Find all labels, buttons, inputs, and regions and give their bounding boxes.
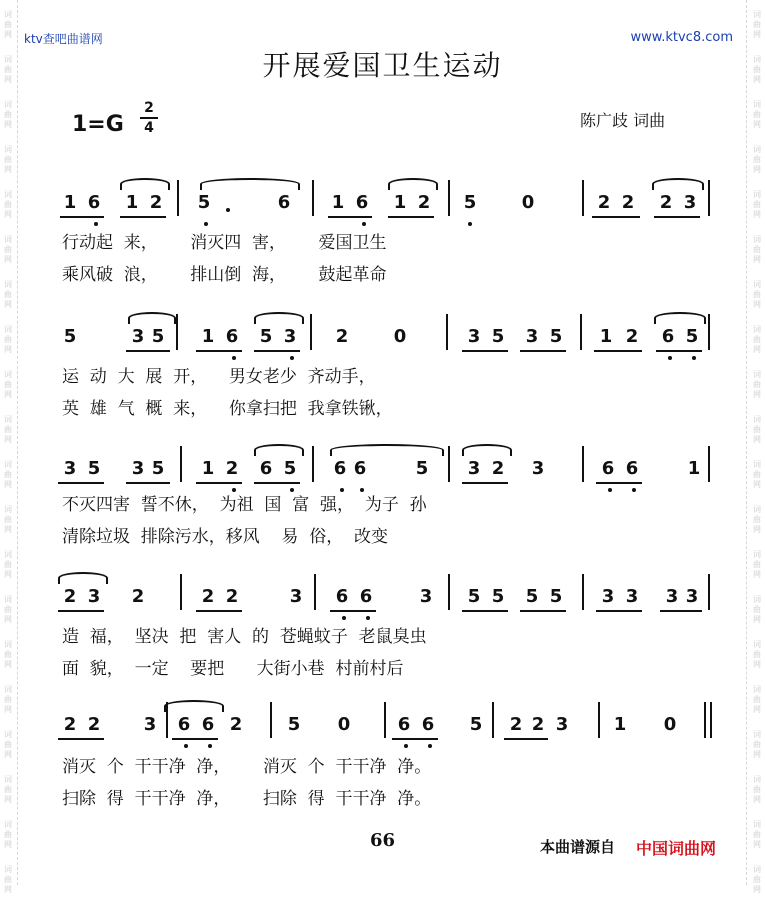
note-digit: 5 xyxy=(259,326,273,347)
margin-watermark-glyphs: 词 曲 网 xyxy=(4,820,12,849)
augmentation-dot xyxy=(226,208,230,212)
note-digit: 5 xyxy=(415,458,429,479)
barline xyxy=(312,446,314,482)
note-digit: 5 xyxy=(151,458,165,479)
barline xyxy=(582,180,584,216)
note-digit: 6 xyxy=(661,326,675,347)
beam-underline xyxy=(254,482,300,484)
note-digit: 2 xyxy=(63,586,77,607)
time-signature-top: 2 xyxy=(144,100,154,116)
note-digit: 5 xyxy=(685,326,699,347)
beam-underline xyxy=(58,738,104,740)
note-digit: 6 xyxy=(397,714,411,735)
barline xyxy=(180,574,182,610)
note-digit: 6 xyxy=(421,714,435,735)
beam-underline xyxy=(328,216,372,218)
slur-arc xyxy=(654,312,706,324)
margin-watermark-glyphs: 词 曲 网 xyxy=(4,100,12,129)
right-site-watermark: www.ktvc8.com xyxy=(630,30,733,45)
lyrics-row5-verse1: 消灭 个 干干净 净， 消灭 个 干干净 净。 xyxy=(62,757,432,777)
note-digit: 6 xyxy=(225,326,239,347)
barline xyxy=(177,180,179,216)
slur-arc xyxy=(254,312,304,324)
note-digit: 2 xyxy=(225,586,239,607)
barline xyxy=(582,574,584,610)
note-digit: 5 xyxy=(287,714,301,735)
margin-watermark-glyphs: 词 曲 网 xyxy=(753,280,761,309)
beam-underline xyxy=(120,216,166,218)
note-digit: 2 xyxy=(509,714,523,735)
barline xyxy=(708,314,710,350)
margin-watermark-glyphs: 词 曲 网 xyxy=(4,685,12,714)
margin-watermark-glyphs: 词 曲 网 xyxy=(4,145,12,174)
note-digit: 6 xyxy=(277,192,291,213)
note-digit: 6 xyxy=(625,458,639,479)
note-digit: 5 xyxy=(63,326,77,347)
note-digit: 1 xyxy=(393,192,407,213)
note-digit: 3 xyxy=(531,458,545,479)
barline xyxy=(708,574,710,610)
margin-watermark-glyphs: 词 曲 网 xyxy=(4,595,12,624)
beam-underline xyxy=(126,482,170,484)
barline xyxy=(176,314,178,350)
note-digit: 5 xyxy=(491,326,505,347)
barline xyxy=(448,446,450,482)
slur-arc xyxy=(200,178,300,190)
note-digit: 5 xyxy=(463,192,477,213)
beam-underline xyxy=(462,610,508,612)
margin-watermark-glyphs: 词 曲 网 xyxy=(753,685,761,714)
barline xyxy=(446,314,448,350)
note-digit: 2 xyxy=(491,458,505,479)
margin-watermark-glyphs: 词 曲 网 xyxy=(753,100,761,129)
note-digit: 3 xyxy=(525,326,539,347)
beam-underline xyxy=(592,216,640,218)
note-digit: 2 xyxy=(229,714,243,735)
note-digit: 3 xyxy=(143,714,157,735)
lyrics-row1-verse2: 乘风破 浪， 排山倒 海， 鼓起革命 xyxy=(62,265,387,285)
octave-dot-below xyxy=(362,222,366,226)
lyrics-row3-verse2: 清除垃圾 排除污水，移风 易 俗， 改变 xyxy=(62,527,389,547)
margin-watermark-glyphs: 词 曲 网 xyxy=(753,190,761,219)
note-digit: 6 xyxy=(601,458,615,479)
slur-arc xyxy=(462,444,512,456)
note-digit: 5 xyxy=(197,192,211,213)
octave-dot-below xyxy=(468,222,472,226)
barline xyxy=(448,574,450,610)
octave-dot-below xyxy=(208,744,212,748)
beam-underline xyxy=(58,610,104,612)
lyrics-row3-verse1: 不灭四害 誓不休， 为祖 国 富 强， 为子 孙 xyxy=(62,495,427,515)
margin-watermark-glyphs: 词 曲 网 xyxy=(753,370,761,399)
note-digit: 1 xyxy=(599,326,613,347)
barline xyxy=(312,180,314,216)
margin-watermark-glyphs: 词 曲 网 xyxy=(753,145,761,174)
note-digit: 2 xyxy=(201,586,215,607)
note-digit: 3 xyxy=(555,714,569,735)
barline xyxy=(704,702,706,738)
slur-arc xyxy=(388,178,438,190)
octave-dot-below xyxy=(404,744,408,748)
barline xyxy=(492,702,494,738)
margin-watermark-glyphs: 词 曲 网 xyxy=(4,370,12,399)
beam-underline xyxy=(196,482,242,484)
note-digit: 5 xyxy=(549,326,563,347)
note-digit: 5 xyxy=(87,458,101,479)
note-digit: 6 xyxy=(335,586,349,607)
note-digit: 6 xyxy=(333,458,347,479)
margin-watermark-glyphs: 词 曲 网 xyxy=(753,775,761,804)
note-digit: 3 xyxy=(601,586,615,607)
beam-underline xyxy=(504,738,548,740)
note-digit: 2 xyxy=(621,192,635,213)
beam-underline xyxy=(654,216,700,218)
barline xyxy=(710,702,712,738)
note-digit: 2 xyxy=(335,326,349,347)
note-digit: 3 xyxy=(467,458,481,479)
margin-watermark-glyphs: 词 曲 网 xyxy=(4,325,12,354)
note-digit: 1 xyxy=(687,458,701,479)
note-digit: 3 xyxy=(467,326,481,347)
note-digit: 0 xyxy=(663,714,677,735)
octave-dot-below xyxy=(428,744,432,748)
octave-dot-below xyxy=(184,744,188,748)
octave-dot-below xyxy=(366,616,370,620)
margin-watermark-glyphs: 词 曲 网 xyxy=(4,550,12,579)
octave-dot-below xyxy=(632,488,636,492)
octave-dot-below xyxy=(608,488,612,492)
note-digit: 6 xyxy=(177,714,191,735)
octave-dot-below xyxy=(94,222,98,226)
note-digit: 5 xyxy=(469,714,483,735)
note-digit: 6 xyxy=(201,714,215,735)
barline xyxy=(708,180,710,216)
margin-watermark-glyphs: 词 曲 网 xyxy=(4,280,12,309)
margin-watermark-glyphs: 词 曲 网 xyxy=(753,550,761,579)
barline xyxy=(314,574,316,610)
note-digit: 0 xyxy=(521,192,535,213)
note-digit: 1 xyxy=(125,192,139,213)
beam-underline xyxy=(520,350,566,352)
margin-watermark-glyphs: 词 曲 网 xyxy=(753,55,761,84)
note-digit: 3 xyxy=(63,458,77,479)
margin-watermark-glyphs: 词 曲 网 xyxy=(4,460,12,489)
note-digit: 1 xyxy=(613,714,627,735)
barline xyxy=(598,702,600,738)
octave-dot-below xyxy=(692,356,696,360)
note-digit: 5 xyxy=(549,586,563,607)
margin-watermark-glyphs: 词 曲 网 xyxy=(4,865,12,894)
slur-arc xyxy=(330,444,444,456)
note-digit: 2 xyxy=(531,714,545,735)
beam-underline xyxy=(392,738,438,740)
composer-credit: 陈广歧 词曲 xyxy=(580,111,666,130)
note-digit: 6 xyxy=(359,586,373,607)
beam-underline xyxy=(596,610,642,612)
octave-dot-below xyxy=(290,356,294,360)
note-digit: 3 xyxy=(131,326,145,347)
note-digit: 0 xyxy=(393,326,407,347)
beam-underline xyxy=(60,216,104,218)
barline xyxy=(270,702,272,738)
slur-arc xyxy=(58,572,108,584)
margin-watermark-glyphs: 词 曲 网 xyxy=(753,235,761,264)
barline xyxy=(582,446,584,482)
margin-watermark-glyphs: 词 曲 网 xyxy=(4,505,12,534)
beam-underline xyxy=(196,350,242,352)
note-digit: 3 xyxy=(87,586,101,607)
note-digit: 2 xyxy=(417,192,431,213)
beam-underline xyxy=(594,350,642,352)
note-digit: 1 xyxy=(331,192,345,213)
margin-watermark-glyphs: 词 曲 网 xyxy=(753,640,761,669)
note-digit: 3 xyxy=(283,326,297,347)
beam-underline xyxy=(196,610,242,612)
source-site-link[interactable]: 中国词曲网 xyxy=(636,839,717,858)
beam-underline xyxy=(254,350,300,352)
margin-watermark-glyphs: 词 曲 网 xyxy=(4,640,12,669)
note-digit: 2 xyxy=(131,586,145,607)
note-digit: 3 xyxy=(625,586,639,607)
margin-watermark-glyphs: 词 曲 网 xyxy=(753,820,761,849)
barline xyxy=(580,314,582,350)
note-digit: 5 xyxy=(525,586,539,607)
note-digit: 2 xyxy=(597,192,611,213)
key-signature: 1=G xyxy=(72,112,124,137)
margin-watermark-glyphs: 词 曲 网 xyxy=(4,415,12,444)
margin-watermark-glyphs: 词 曲 网 xyxy=(753,460,761,489)
note-digit: 2 xyxy=(625,326,639,347)
beam-underline xyxy=(656,350,702,352)
octave-dot-below xyxy=(668,356,672,360)
note-digit: 5 xyxy=(467,586,481,607)
beam-underline xyxy=(388,216,434,218)
margin-watermark-glyphs: 词 曲 网 xyxy=(4,55,12,84)
source-label: 本曲谱源自 xyxy=(540,838,616,856)
slur-arc xyxy=(652,178,704,190)
slur-arc xyxy=(128,312,176,324)
note-digit: 6 xyxy=(355,192,369,213)
lyrics-row2-verse2: 英 雄 气 概 来， 你拿扫把 我拿铁锹， xyxy=(62,399,393,419)
note-digit: 2 xyxy=(149,192,163,213)
note-digit: 5 xyxy=(283,458,297,479)
note-digit: 3 xyxy=(289,586,303,607)
note-digit: 3 xyxy=(665,586,679,607)
margin-watermark-glyphs: 词 曲 网 xyxy=(4,730,12,759)
beam-underline xyxy=(330,610,376,612)
note-digit: 1 xyxy=(201,458,215,479)
beam-underline xyxy=(58,482,104,484)
slur-arc xyxy=(254,444,304,456)
time-signature-bottom: 4 xyxy=(144,120,154,136)
note-digit: 1 xyxy=(63,192,77,213)
note-digit: 6 xyxy=(353,458,367,479)
lyrics-row4-verse1: 造 福， 坚决 把 害人 的 苍蝇蚊子 老鼠臭虫 xyxy=(62,627,427,647)
note-digit: 5 xyxy=(151,326,165,347)
note-digit: 2 xyxy=(659,192,673,213)
barline xyxy=(310,314,312,350)
note-digit: 3 xyxy=(683,192,697,213)
note-digit: 2 xyxy=(225,458,239,479)
note-digit: 0 xyxy=(337,714,351,735)
note-digit: 2 xyxy=(87,714,101,735)
note-digit: 5 xyxy=(491,586,505,607)
page-number: 66 xyxy=(370,830,396,851)
margin-watermark-glyphs: 词 曲 网 xyxy=(753,415,761,444)
octave-dot-below xyxy=(342,616,346,620)
beam-underline xyxy=(462,350,508,352)
slur-arc xyxy=(164,700,224,712)
margin-watermark-glyphs: 词 曲 网 xyxy=(753,595,761,624)
beam-underline xyxy=(172,738,218,740)
note-digit: 6 xyxy=(259,458,273,479)
margin-watermark-glyphs: 词 曲 网 xyxy=(753,865,761,894)
margin-watermark-glyphs: 词 曲 网 xyxy=(4,775,12,804)
lyrics-row1-verse1: 行动起 来， 消灭四 害， 爱国卫生 xyxy=(62,233,387,253)
note-digit: 3 xyxy=(131,458,145,479)
barline xyxy=(384,702,386,738)
lyrics-row4-verse2: 面 貌， 一定 要把 大街小巷 村前村后 xyxy=(62,659,404,679)
lyrics-row2-verse1: 运 动 大 展 开， 男女老少 齐动手， xyxy=(62,367,376,387)
note-digit: 6 xyxy=(87,192,101,213)
margin-watermark-glyphs: 词 曲 网 xyxy=(753,325,761,354)
margin-watermark-glyphs: 词 曲 网 xyxy=(4,10,12,39)
beam-underline xyxy=(126,350,170,352)
slur-arc xyxy=(120,178,170,190)
margin-watermark-glyphs: 词 曲 网 xyxy=(4,190,12,219)
barline xyxy=(180,446,182,482)
margin-watermark-glyphs: 词 曲 网 xyxy=(4,235,12,264)
beam-underline xyxy=(596,482,642,484)
margin-watermark-glyphs: 词 曲 网 xyxy=(753,10,761,39)
beam-underline xyxy=(462,482,508,484)
note-digit: 2 xyxy=(63,714,77,735)
barline xyxy=(708,446,710,482)
beam-underline xyxy=(520,610,566,612)
octave-dot-below xyxy=(232,356,236,360)
song-title: 开展爱国卫生运动 xyxy=(262,49,503,82)
barline xyxy=(448,180,450,216)
margin-watermark-glyphs: 词 曲 网 xyxy=(753,730,761,759)
left-site-watermark: ktv查吧曲谱网 xyxy=(24,32,103,46)
lyrics-row5-verse2: 扫除 得 干干净 净， 扫除 得 干干净 净。 xyxy=(62,789,432,809)
note-digit: 3 xyxy=(419,586,433,607)
margin-watermark-glyphs: 词 曲 网 xyxy=(753,505,761,534)
note-digit: 3 xyxy=(685,586,699,607)
beam-underline xyxy=(660,610,702,612)
note-digit: 1 xyxy=(201,326,215,347)
octave-dot-below xyxy=(204,222,208,226)
